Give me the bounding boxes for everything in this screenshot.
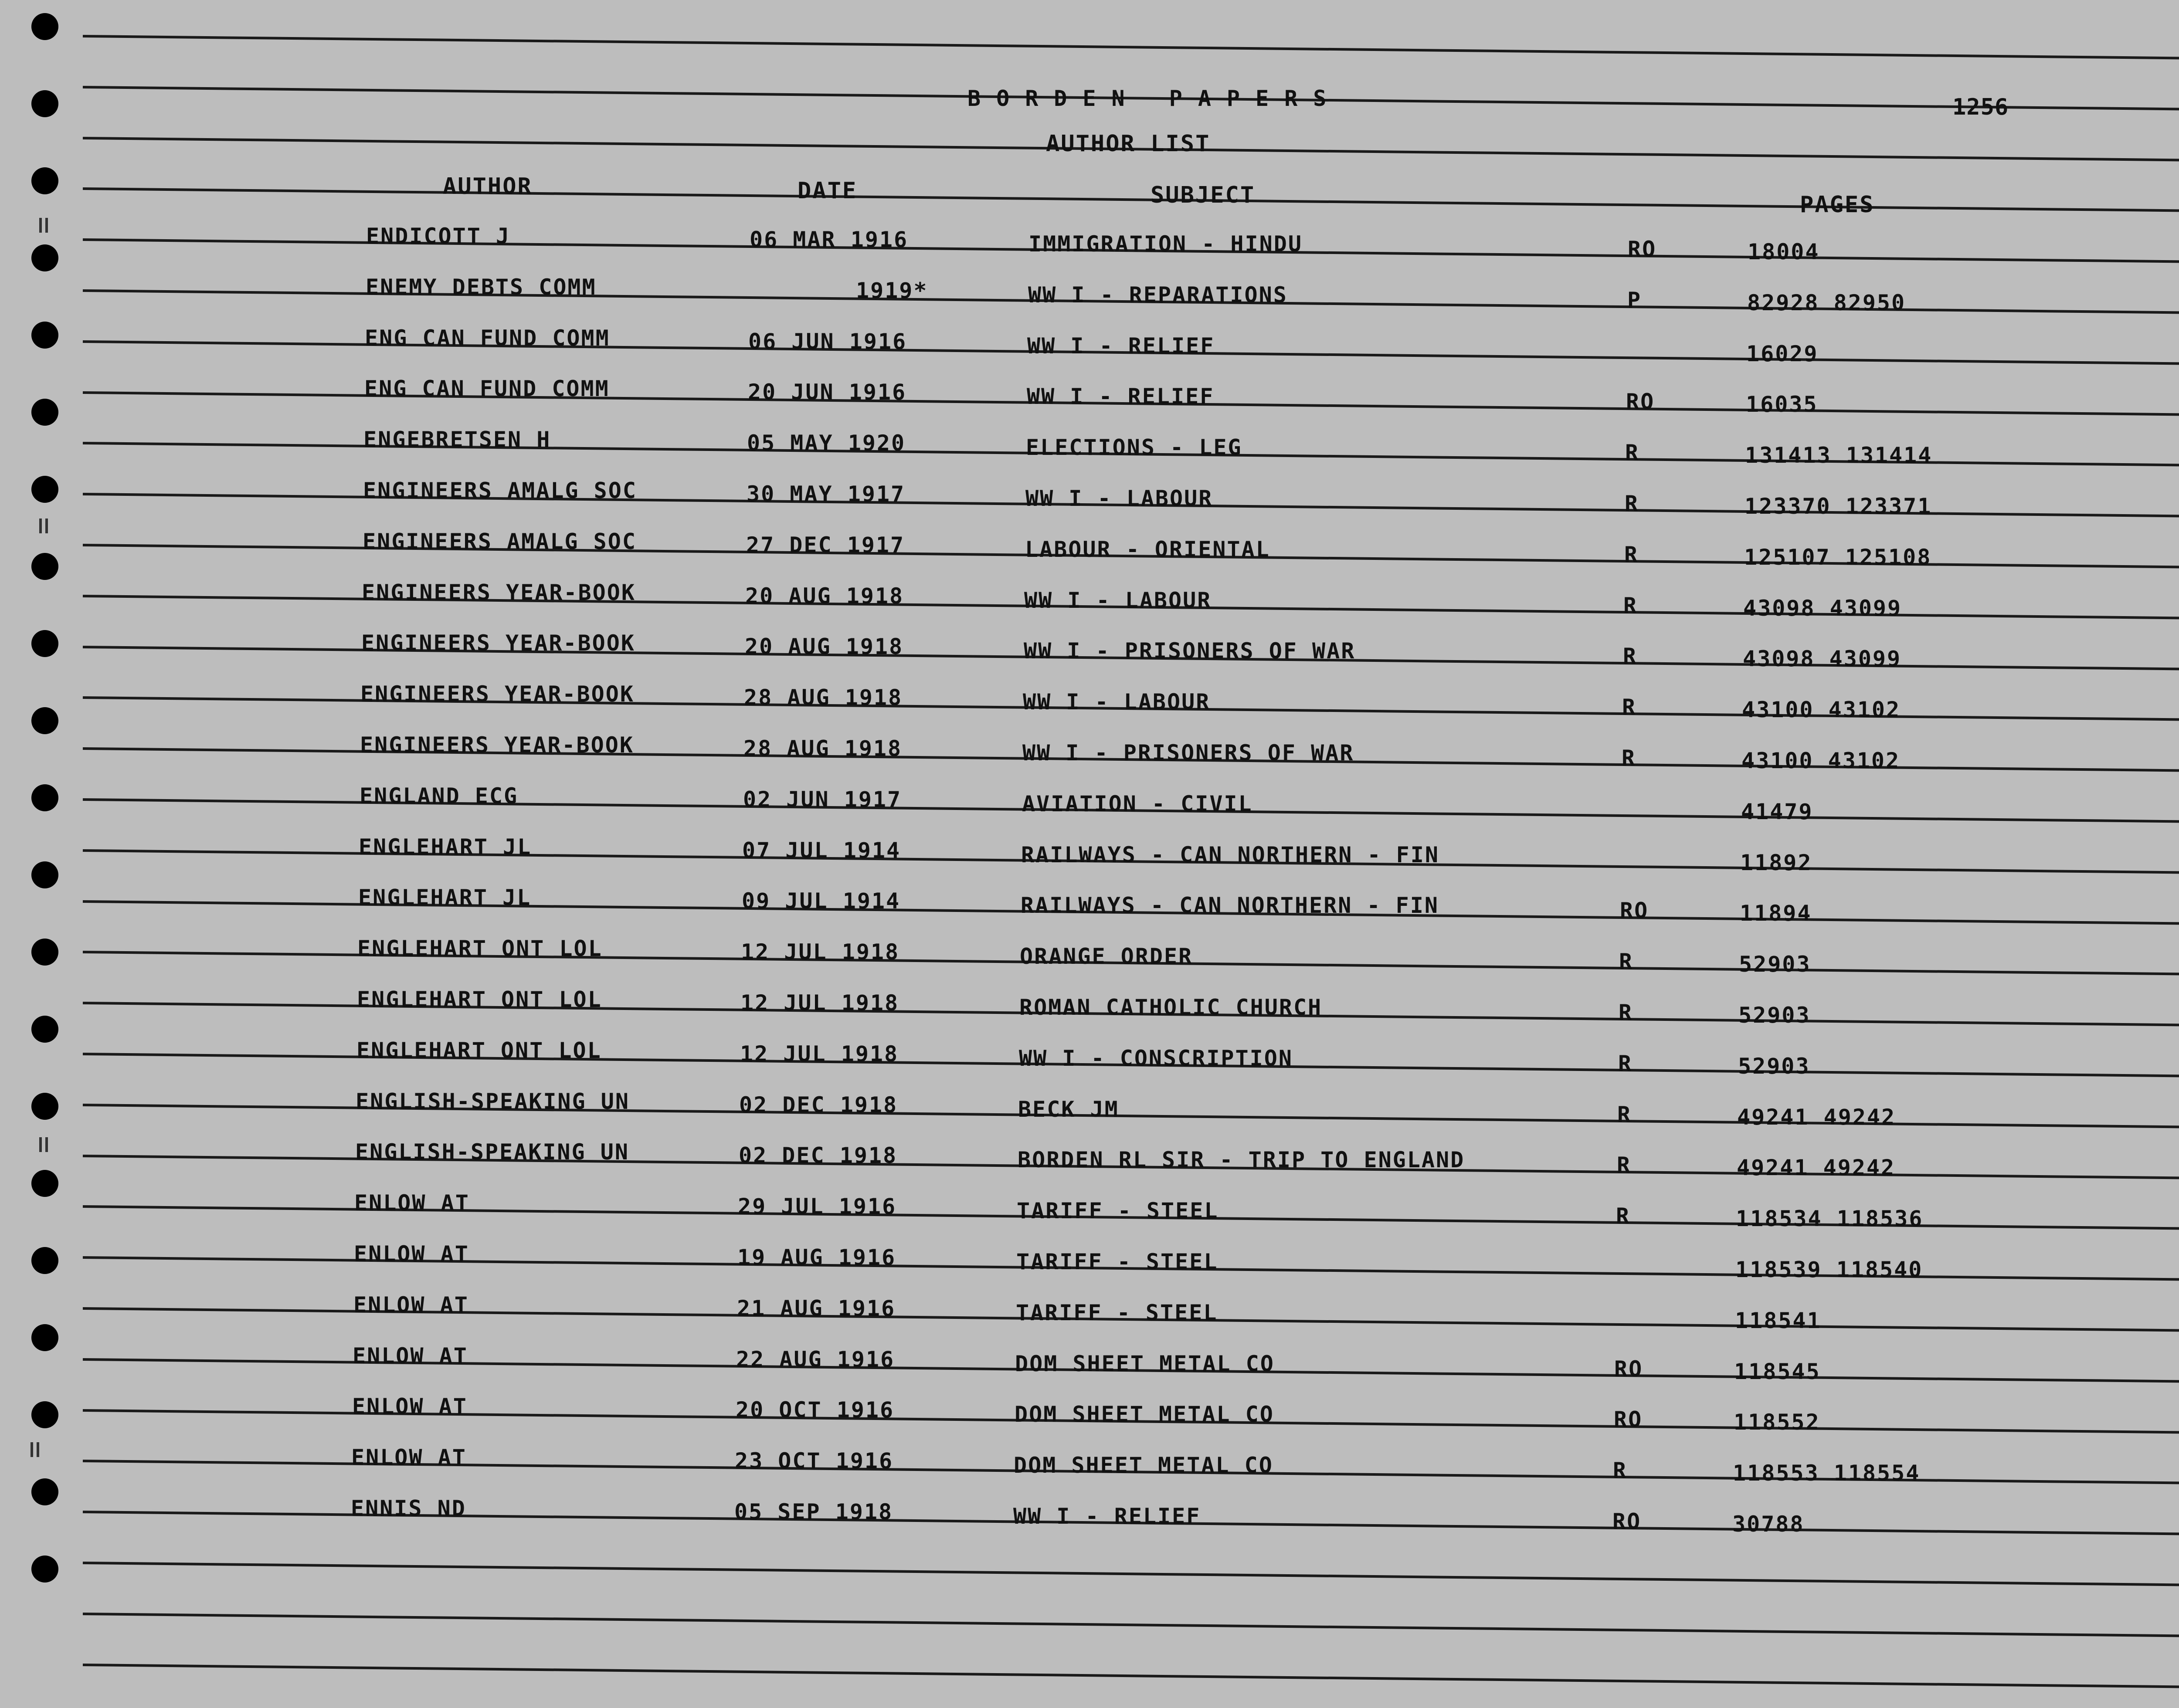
code-cell: RO xyxy=(1628,237,1657,262)
author-cell: ENGLEHART ONT LOL xyxy=(356,1037,602,1063)
column-header-author: AUTHOR xyxy=(443,173,533,200)
pages-cell: 118541 xyxy=(1735,1308,1822,1333)
subject-cell: ROMAN CATHOLIC CHURCH xyxy=(1019,995,1323,1020)
subject-cell: DOM SHEET METAL CO xyxy=(1015,1351,1275,1376)
tractor-hole xyxy=(31,1093,58,1120)
date-cell: 12 JUL 1918 xyxy=(740,990,899,1016)
subject-cell: WW I - LABOUR xyxy=(1025,486,1213,511)
code-cell: R xyxy=(1623,644,1638,669)
perforation-mark xyxy=(45,218,48,233)
pages-cell: 118534 118536 xyxy=(1736,1206,1924,1232)
tractor-hole xyxy=(31,1556,58,1583)
tractor-hole xyxy=(31,861,58,888)
perforation-mark xyxy=(39,218,42,233)
tractor-hole xyxy=(31,1401,58,1428)
date-cell: 12 JUL 1918 xyxy=(741,939,900,965)
code-cell: RO xyxy=(1626,389,1655,415)
perforation-mark xyxy=(45,518,48,533)
subject-cell: TARIFF - STEEL xyxy=(1017,1198,1219,1224)
code-cell: R xyxy=(1622,695,1637,720)
author-cell: ENLOW AT xyxy=(351,1445,467,1471)
date-cell: 05 MAY 1920 xyxy=(747,430,906,456)
pages-cell: 16029 xyxy=(1746,341,1819,366)
date-cell: 06 JUN 1916 xyxy=(748,329,907,354)
subject-cell: RAILWAYS - CAN NORTHERN - FIN xyxy=(1021,842,1439,868)
date-cell: 12 JUL 1918 xyxy=(740,1041,899,1067)
tractor-hole xyxy=(31,90,58,117)
date-cell: 09 JUL 1914 xyxy=(742,888,901,914)
perforation-mark xyxy=(45,1137,48,1152)
author-cell: ENDICOTT J xyxy=(366,224,511,249)
author-cell: ENG CAN FUND COMM xyxy=(365,325,610,351)
pages-cell: 49241 49242 xyxy=(1737,1155,1896,1181)
tractor-hole xyxy=(31,322,58,349)
subject-cell: WW I - RELIEF xyxy=(1013,1504,1201,1529)
date-cell: 29 JUL 1916 xyxy=(738,1194,897,1220)
pages-cell: 30788 xyxy=(1732,1511,1805,1537)
author-cell: ENLOW AT xyxy=(353,1292,469,1318)
column-header-date: DATE xyxy=(798,178,858,204)
code-cell: R xyxy=(1618,1051,1633,1076)
pages-cell: 118545 xyxy=(1734,1359,1821,1384)
author-cell: ENLOW AT xyxy=(353,1343,468,1369)
subject-cell: BORDEN RL SIR - TRIP TO ENGLAND xyxy=(1018,1147,1465,1173)
subject-cell: ELECTIONS - LEG xyxy=(1026,435,1242,461)
subject-cell: TARIFF - STEEL xyxy=(1016,1249,1218,1274)
pages-cell: 43098 43099 xyxy=(1743,646,1902,672)
subject-cell: WW I - LABOUR xyxy=(1024,587,1212,613)
pages-cell: 18004 xyxy=(1748,239,1820,264)
pages-cell: 82928 82950 xyxy=(1747,290,1906,315)
code-cell: R xyxy=(1623,593,1638,618)
code-cell: R xyxy=(1619,1000,1633,1025)
pages-cell: 118553 118554 xyxy=(1733,1461,1921,1486)
author-cell: ENGLEHART ONT LOL xyxy=(357,987,602,1012)
pages-cell: 52903 xyxy=(1738,1003,1811,1028)
list-subtitle: AUTHOR LIST xyxy=(1046,131,1211,157)
pages-cell: 49241 49242 xyxy=(1737,1104,1896,1130)
subject-cell: DOM SHEET METAL CO xyxy=(1014,1453,1273,1478)
subject-cell: BECK JM xyxy=(1018,1096,1119,1122)
date-cell: 22 AUG 1916 xyxy=(736,1346,895,1372)
code-cell: RO xyxy=(1614,1356,1643,1382)
pages-cell: 16035 xyxy=(1746,392,1818,417)
pages-cell: 52903 xyxy=(1739,952,1811,977)
author-cell: ENGINEERS YEAR-BOOK xyxy=(361,630,635,656)
code-cell: P xyxy=(1627,287,1642,313)
subject-cell: LABOUR - ORIENTAL xyxy=(1025,536,1270,562)
pages-cell: 41479 xyxy=(1741,799,1813,824)
code-cell: R xyxy=(1617,1152,1632,1178)
tractor-hole xyxy=(31,707,58,734)
author-cell: ENGLISH-SPEAKING UN xyxy=(356,1088,630,1114)
tractor-hole xyxy=(31,784,58,811)
ruled-line xyxy=(83,35,2179,60)
tractor-hole xyxy=(31,630,58,657)
tractor-hole xyxy=(31,553,58,580)
date-cell: 28 AUG 1918 xyxy=(744,685,903,711)
subject-cell: WW I - PRISONERS OF WAR xyxy=(1024,638,1356,664)
author-cell: ENGINEERS YEAR-BOOK xyxy=(360,681,635,707)
pages-cell: 11892 xyxy=(1740,850,1812,875)
tractor-hole xyxy=(31,1478,58,1505)
code-cell: RO xyxy=(1612,1509,1642,1534)
code-cell: R xyxy=(1613,1458,1628,1484)
document-title: BORDEN PAPERS xyxy=(967,86,1342,111)
tractor-hole xyxy=(31,167,58,194)
author-cell: ENGLISH-SPEAKING UN xyxy=(355,1139,629,1165)
pages-cell: 118539 118540 xyxy=(1735,1257,1923,1282)
date-cell: 20 AUG 1918 xyxy=(745,583,904,609)
subject-cell: WW I - LABOUR xyxy=(1023,689,1211,715)
pages-cell: 125107 125108 xyxy=(1744,544,1932,570)
column-header-pages: PAGES xyxy=(1800,192,1875,218)
date-cell: 21 AUG 1916 xyxy=(737,1295,896,1321)
author-cell: ENGINEERS YEAR-BOOK xyxy=(362,580,636,605)
code-cell: R xyxy=(1622,746,1636,771)
author-cell: ENGLEHART JL xyxy=(358,885,532,911)
author-cell: ENLOW AT xyxy=(354,1190,470,1216)
subject-cell: DOM SHEET METAL CO xyxy=(1015,1402,1274,1427)
page-number: 1256 xyxy=(1952,94,2009,120)
date-cell: 20 OCT 1916 xyxy=(736,1397,895,1423)
ruled-line xyxy=(83,1664,2179,1689)
date-cell: 30 MAY 1917 xyxy=(747,481,906,507)
tractor-hole xyxy=(31,1247,58,1274)
subject-cell: IMMIGRATION - HINDU xyxy=(1028,231,1303,257)
date-cell: 27 DEC 1917 xyxy=(746,532,905,558)
author-cell: ENLOW AT xyxy=(352,1394,468,1420)
author-cell: ENGINEERS YEAR-BOOK xyxy=(360,732,634,758)
subject-cell: WW I - RELIEF xyxy=(1027,333,1215,359)
code-cell: R xyxy=(1616,1203,1631,1229)
subject-cell: ORANGE ORDER xyxy=(1020,944,1193,969)
code-cell: R xyxy=(1617,1101,1632,1127)
code-cell: RO xyxy=(1614,1407,1643,1433)
subject-cell: WW I - PRISONERS OF WAR xyxy=(1022,740,1354,766)
perforation-mark xyxy=(39,1137,42,1152)
pages-cell: 52903 xyxy=(1738,1053,1810,1079)
author-cell: ENGINEERS AMALG SOC xyxy=(363,529,637,554)
author-cell: ENG CAN FUND COMM xyxy=(364,376,610,402)
ruled-line xyxy=(83,1562,2179,1587)
pages-cell: 118552 xyxy=(1734,1410,1820,1435)
subject-cell: WW I - RELIEF xyxy=(1027,384,1215,410)
author-cell: ENGLEHART JL xyxy=(359,834,532,860)
perforation-mark xyxy=(37,1442,39,1457)
tractor-hole xyxy=(31,476,58,503)
date-cell: 06 MAR 1916 xyxy=(750,227,909,252)
date-cell: 20 JUN 1916 xyxy=(748,380,907,405)
code-cell: R xyxy=(1625,491,1639,516)
subject-cell: WW I - CONSCRIPTION xyxy=(1019,1045,1293,1071)
code-cell: R xyxy=(1619,949,1634,975)
subject-cell: RAILWAYS - CAN NORTHERN - FIN xyxy=(1021,893,1439,918)
code-cell: R xyxy=(1624,542,1639,567)
date-cell: 05 SEP 1918 xyxy=(734,1499,893,1525)
perforation-mark xyxy=(39,518,42,533)
date-cell: 20 AUG 1918 xyxy=(745,634,904,660)
pages-cell: 131413 131414 xyxy=(1745,443,1933,468)
author-cell: ENGINEERS AMALG SOC xyxy=(363,478,637,503)
code-cell: RO xyxy=(1620,898,1649,924)
perforation-mark xyxy=(31,1442,33,1457)
subject-cell: TARIFF - STEEL xyxy=(1016,1300,1218,1325)
date-cell: 02 DEC 1918 xyxy=(739,1092,898,1118)
date-cell: 07 JUL 1914 xyxy=(742,837,901,863)
date-cell: 02 JUN 1917 xyxy=(743,786,902,812)
tractor-hole xyxy=(31,244,58,271)
date-cell: 28 AUG 1918 xyxy=(743,736,903,761)
author-cell: ENGLEHART ONT LOL xyxy=(357,936,603,962)
tractor-hole xyxy=(31,939,58,966)
tractor-hole xyxy=(31,1170,58,1197)
tractor-hole xyxy=(31,1324,58,1351)
author-cell: ENGLAND ECG xyxy=(360,783,519,809)
tractor-hole xyxy=(31,399,58,426)
author-cell: ENEMY DEBTS COMM xyxy=(366,274,597,300)
pages-cell: 43098 43099 xyxy=(1743,595,1902,621)
author-cell: ENGEBRETSEN H xyxy=(363,427,551,453)
date-cell: 1919* xyxy=(856,278,928,303)
subject-cell: WW I - REPARATIONS xyxy=(1028,282,1288,308)
date-cell: 19 AUG 1916 xyxy=(737,1245,896,1270)
code-cell: R xyxy=(1625,440,1640,466)
subject-cell: AVIATION - CIVIL xyxy=(1022,791,1253,817)
pages-cell: 123370 123371 xyxy=(1745,494,1932,519)
author-cell: ENLOW AT xyxy=(354,1241,469,1267)
tractor-hole xyxy=(31,13,58,40)
author-cell: ENNIS ND xyxy=(351,1496,466,1521)
pages-cell: 43100 43102 xyxy=(1742,697,1901,723)
tractor-hole xyxy=(31,1016,58,1043)
pages-cell: 43100 43102 xyxy=(1741,748,1901,773)
column-header-subject: SUBJECT xyxy=(1151,182,1256,208)
pages-cell: 11894 xyxy=(1740,901,1812,926)
date-cell: 23 OCT 1916 xyxy=(735,1448,894,1474)
date-cell: 02 DEC 1918 xyxy=(739,1143,898,1169)
ruled-line xyxy=(83,1613,2179,1638)
